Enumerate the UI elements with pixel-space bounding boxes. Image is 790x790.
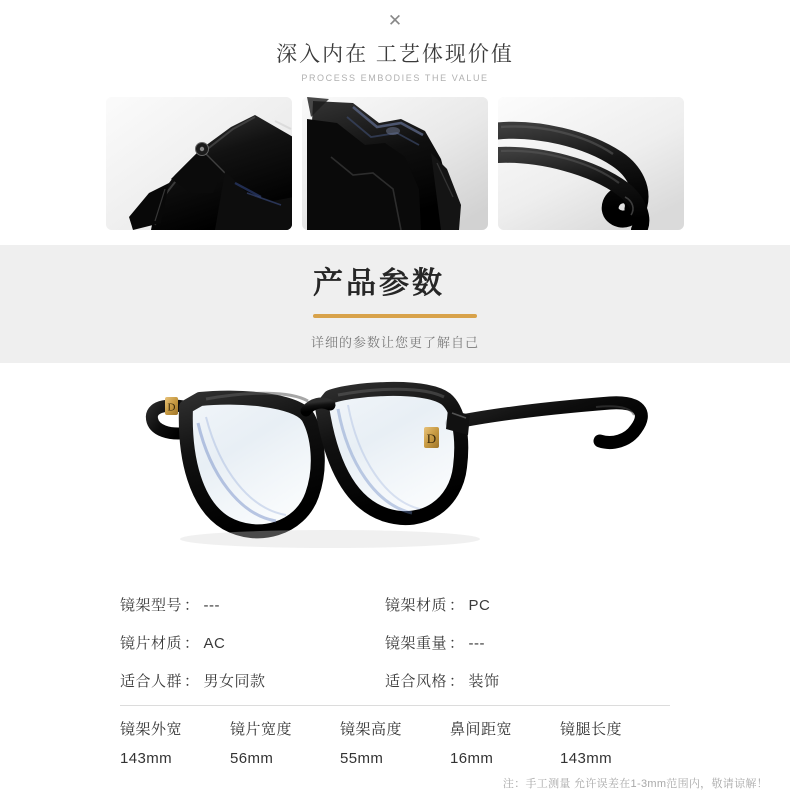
- spec-value: ---: [203, 596, 221, 614]
- product-hero-image: [0, 363, 790, 575]
- spec-colon: ：: [184, 634, 200, 652]
- params-title: 产品参数: [313, 266, 445, 300]
- measure-value: 16mm: [450, 750, 494, 767]
- measure-frame-width: [120, 718, 230, 767]
- spec-value: 装饰: [468, 672, 500, 690]
- product-params-banner: [0, 245, 790, 363]
- header-title: 深入内在 工艺体现价值: [276, 43, 514, 66]
- measure-value: 143mm: [560, 750, 613, 767]
- measure-label: 镜架外宽: [120, 721, 183, 738]
- spec-colon: ：: [449, 596, 465, 614]
- spec-value: 男女同款: [203, 672, 266, 690]
- spec-colon: ：: [449, 634, 465, 652]
- spec-cell-target-group: [120, 670, 385, 691]
- measure-temple-length: [560, 718, 670, 767]
- spec-label: 镜架材质: [385, 596, 448, 614]
- table-row: [120, 585, 670, 623]
- detail-photo-hinge: [106, 97, 292, 230]
- svg-text:D: D: [167, 401, 176, 414]
- measure-bridge-width: [450, 718, 560, 767]
- measure-lens-width: [230, 718, 340, 767]
- measure-label: 镜腿长度: [560, 721, 623, 738]
- measure-value: 56mm: [230, 750, 274, 767]
- measure-value: 143mm: [120, 750, 173, 767]
- measure-value: 55mm: [340, 750, 384, 767]
- params-title-underline: [313, 314, 477, 318]
- spec-label: 镜片材质: [120, 634, 183, 652]
- spec-cell-model: [120, 594, 385, 615]
- spec-label: 适合人群: [120, 672, 183, 690]
- spec-value: PC: [468, 596, 491, 614]
- detail-photo-temple-tips: [498, 97, 684, 230]
- params-subtitle: 详细的参数让您更了解自己: [310, 334, 479, 350]
- table-row: [120, 661, 670, 699]
- spec-label: 镜架型号: [120, 596, 183, 614]
- cross-icon: ✕: [387, 11, 403, 30]
- detail-photo-bridge: [302, 97, 488, 230]
- svg-text:D: D: [426, 431, 437, 446]
- table-row: [120, 623, 670, 661]
- spec-cell-frame-material: [385, 594, 650, 615]
- spec-value: AC: [203, 634, 226, 652]
- measure-label: 镜架高度: [340, 721, 403, 738]
- measure-frame-height: [340, 718, 450, 767]
- spec-colon: ：: [184, 596, 200, 614]
- page-header: [0, 0, 790, 83]
- measure-label: 镜片宽度: [230, 721, 293, 738]
- spec-cell-frame-weight: [385, 632, 650, 653]
- header-subtitle: PROCESS EMBODIES THE VALUE: [301, 73, 489, 83]
- spec-cell-style: [385, 670, 650, 691]
- spec-value: ---: [468, 634, 486, 652]
- measurement-row: [0, 706, 790, 767]
- measure-label: 鼻间距宽: [450, 721, 513, 738]
- spec-cell-lens-material: [120, 632, 385, 653]
- spec-table: [0, 575, 790, 699]
- spec-label: 镜架重量: [385, 634, 448, 652]
- measurement-footnote: 注：手工测量 允许误差在1-3mm范围内，敬请谅解！: [502, 778, 768, 790]
- spec-label: 适合风格: [385, 672, 448, 690]
- detail-photo-row: [0, 83, 790, 230]
- spec-colon: ：: [184, 672, 200, 690]
- spec-colon: ：: [449, 672, 465, 690]
